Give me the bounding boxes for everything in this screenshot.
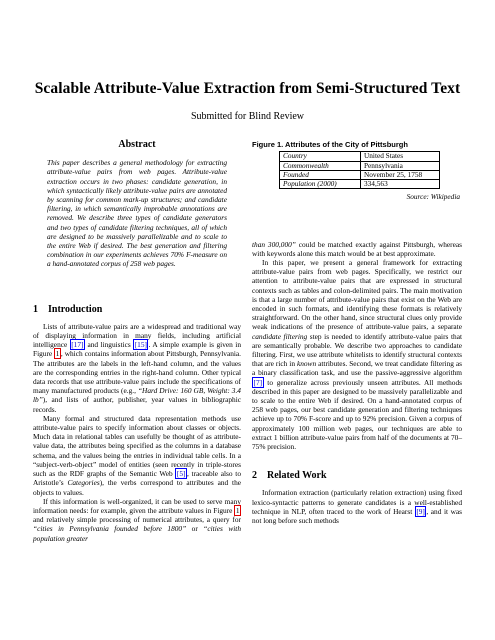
right-column — [252, 140, 462, 525]
section-heading-introduction — [33, 305, 241, 314]
attribute-table — [279, 151, 440, 189]
intro-paragraph-4: In this paper, we present a general framework for extracting attribute-value pairs from web pages. Specifically, we restrict our attention to attribute-value pairs that are expressed in structural contexts such as tables and colon-delimited pairs. The main motivation is that a large number of attribute-value pairs that exist on the Web are encoded in such formats, and identifying these formats is relatively straightforward. On the other hand, since structural clues only provide weak indications of the presence of attribute-value pairs, a separate candidate filtering step is needed to identify attribute-value pairs that are semantically probable. We describe two approaches to candidate filtering. First, we use attribute whitelists to identify structural contexts that are rich in known attributes. Second, we treat candidate filtering as a binary classification task, and use the passive-aggressive algorithm [7] to generalize across previously unseen attributes. All methods described in this paper are designed to be massively parallelizable and to scale to the entire Web if desired. On a hand-annotated corpus of 258 web pages, our best candidate generation and filtering techniques achieve up to 70% F-score and up to 92% precision. Given a corpus of approximately 100 million web pages, our techniques are able to extract 1 billion attribute-value pairs from half of the documents at 70–75% precision. — [252, 258, 462, 452]
left-column — [33, 140, 241, 543]
attribute-name-cell: Country — [280, 152, 361, 161]
attribute-row — [280, 161, 440, 170]
attribute-name-cell: Founded — [280, 170, 361, 179]
attribute-value-cell: 334,563 — [361, 180, 440, 189]
citation-link[interactable]: [5] — [176, 469, 186, 479]
section-heading-related-work — [252, 471, 462, 480]
intro-paragraph-3: If this information is well-organized, it can be used to serve many information needs: for example, given the attribute values in Figure 1 and relatively simple processing of numerical attributes, a query for “cities in Pennsylvania founded before 1800” or “cities with population greater — [33, 496, 241, 543]
paper-title: Scalable Attribute-Value Extraction from Semi-Structured Text — [34, 80, 461, 97]
attribute-value-cell: United States — [361, 152, 440, 161]
section-title: Related Work — [267, 470, 327, 482]
figure-link[interactable]: 1 — [55, 349, 60, 359]
intro-paragraph-2: Many formal and structured data representation methods use attribute-value pairs to specify information about classes or objects. Much data in relational tables can usefully be thought of as attribute-value data, the attributes being specified as the columns in a database schema, and the values being the entries in individual table cells. In a “subject-verb-object” model of entities (seen recently in triple-stores such as the RDF graphs of the Semantic Web [5] , traceable also to Aristotle’s Categories), the verbs correspond to attributes and the objects to values. — [33, 413, 241, 497]
related-paragraph-1: Information extraction (particularly relation extraction) using fixed lexico-syntactic patterns to generate candidates is a well-established technique in NLP, often traced to the work of Hearst [9] , and it was not long before such methods — [252, 488, 462, 526]
citation-link[interactable]: [17] — [71, 340, 84, 350]
citation-link[interactable]: [7] — [253, 377, 263, 387]
section-title: Introduction — [48, 303, 103, 315]
figure-source: Source: Wikipedia — [406, 192, 460, 202]
paper-subtitle: Submitted for Blind Review — [190, 111, 305, 122]
attribute-name-cell: Population (2000) — [280, 180, 361, 189]
attribute-row — [280, 180, 440, 189]
attribute-value-cell: Pennsylvania — [361, 161, 440, 170]
abstract-heading: Abstract — [118, 139, 156, 150]
abstract-text: This paper describes a general methodology for extracting attribute-value pairs from web pages. Attribute-value extraction occurs in two phases: candidate generation, in which syntactically likely attribute-value pairs are annotated by scanning for common mark-up structures; and candidate filtering, in which semantically improbable annotations are removed. We describe three types of candidate generators and two types of candidate filtering techniques, all of which are designed to be massively parallelizable and to scale to the entire Web if desired. The best generation and filtering combination in our experiments achieves 70% F-measure on a hand-annotated corpus of 258 web pages. — [47, 158, 227, 269]
abstract-body — [47, 158, 227, 268]
intro-continuation: than 300,000” could be matched exactly against Pittsburgh, whereas with keywords alone this match would be at best approximate. — [252, 239, 463, 258]
figure-link[interactable]: 1 — [235, 505, 240, 515]
figure-caption: Figure 1. Attributes of the City of Pittsburgh — [252, 140, 408, 149]
attribute-value-cell: November 25, 1758 — [361, 170, 440, 179]
attribute-row — [280, 152, 440, 161]
citation-link[interactable]: [9] — [416, 506, 425, 516]
attribute-name-cell: Commonwealth — [280, 161, 361, 170]
section-number: 2 — [252, 470, 257, 482]
citation-link[interactable]: [15] — [134, 340, 147, 350]
section-number: 1 — [33, 303, 38, 315]
intro-paragraph-1: Lists of attribute-value pairs are a widespread and traditional way of displaying information in many fields, including artificial intelligence [17] and linguistics [15] . A simple example is given in Figure 1 , which contains information about Pittsburgh, Pennsylvania. The attributes are the labels in the left-hand column, and the values are the corresponding entries in the right-hand column. Other typical data records that use attribute-value pairs include the specifications of many manufactured products (e.g., “Hard Drive: 160 GB, Weight: 3.4 lb”), and lists of author, publisher, year values in bibliographic records. — [33, 321, 242, 414]
